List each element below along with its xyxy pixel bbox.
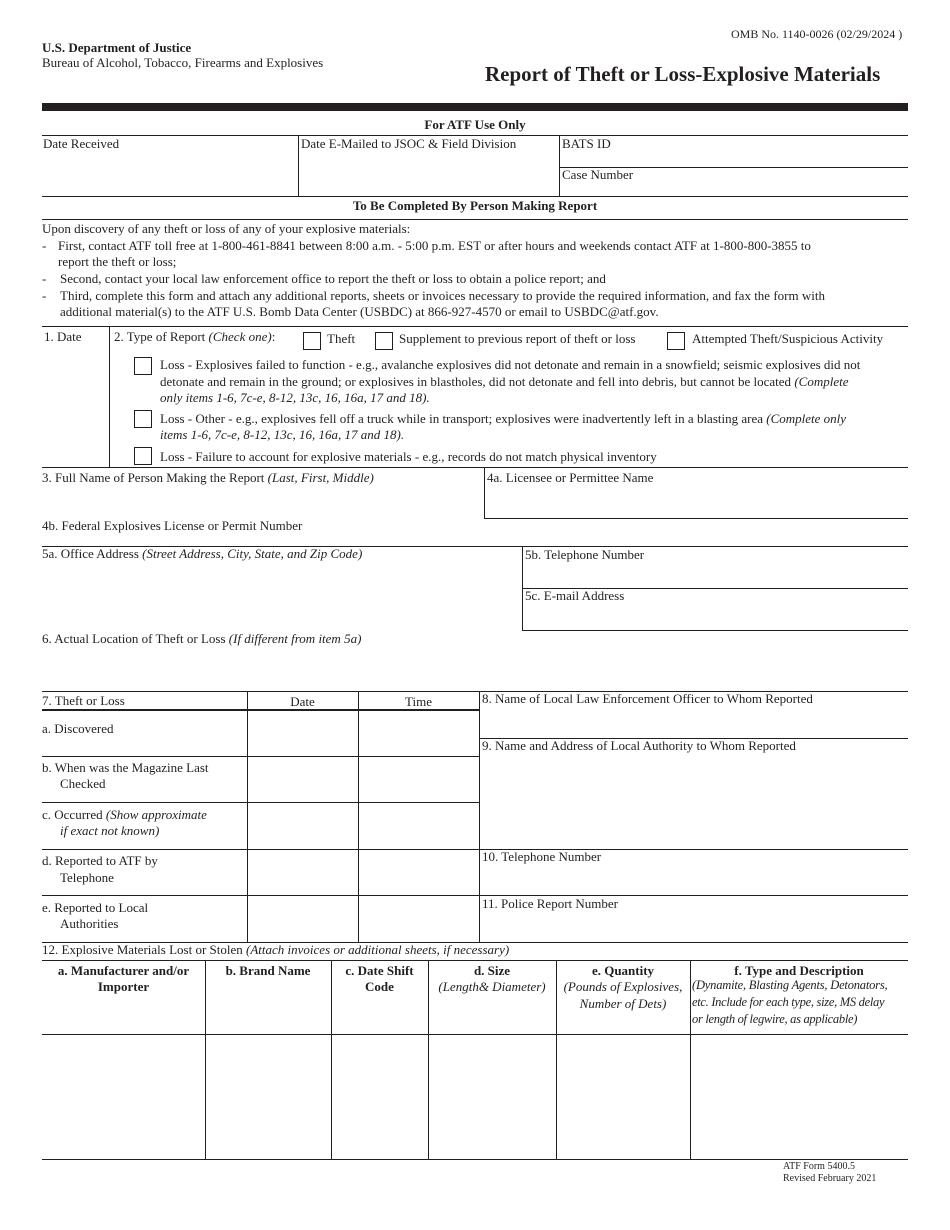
loss-account-checkbox[interactable] (134, 447, 152, 465)
loss-failed-checkbox[interactable] (134, 357, 152, 375)
item7e-label: Authorities (60, 916, 119, 931)
supplement-checkbox[interactable] (375, 332, 393, 350)
item7e-label: e. Reported to Local (42, 900, 149, 915)
bureau-name: Bureau of Alcohol, Tobacco, Firearms and Explosives (42, 55, 324, 70)
col-quantity-subheader: (Pounds of Explosives, (563, 979, 683, 994)
attempted-theft-option-label: Attempted Theft/Suspicious Activity (692, 331, 884, 346)
instruction-dash: - (42, 271, 47, 286)
col-size-subheader: (Length& Diameter) (438, 979, 546, 994)
col-type-subheader: (Dynamite, Blasting Agents, Detonators, (692, 978, 888, 992)
instruction-dash: - (42, 238, 47, 253)
loss-other-text: items 1-6, 7c-e, 8-12, 13c, 16, 16a, 17 and 18). (160, 427, 405, 442)
col-type-subheader: or length of legwire, as applicable) (692, 1012, 858, 1026)
item7d-label: Telephone (60, 870, 114, 885)
col-quantity-header: e. Quantity (591, 963, 655, 978)
form-title: Report of Theft or Loss-Explosive Materials (485, 62, 881, 86)
item4b-license-label: 4b. Federal Explosives License or Permit Number (42, 518, 303, 533)
item3-full-name-label: 3. Full Name of Person Making the Report (Last, First, Middle) (42, 470, 374, 485)
item7c-label: if exact not known) (60, 823, 160, 838)
item12-materials-label: 12. Explosive Materials Lost or Stolen (Attach invoices or additional sheets, if necessary) (42, 942, 510, 957)
col-quantity-subheader: Number of Dets) (579, 996, 667, 1011)
item10-telephone-label: 10. Telephone Number (482, 849, 602, 864)
omb-number: OMB No. 1140-0026 (02/29/2024 ) (731, 27, 903, 41)
header-rule (42, 103, 908, 111)
attempted-theft-checkbox[interactable] (667, 332, 685, 350)
item5b-telephone-label: 5b. Telephone Number (525, 547, 645, 562)
item7b-label: b. When was the Magazine Last (42, 760, 209, 775)
item7b-label: Checked (60, 776, 106, 791)
item7-time-header: Time (405, 694, 432, 709)
person-section-heading: To Be Completed By Person Making Report (352, 198, 598, 213)
loss-failed-text: only items 1-6, 7c-e, 8-12, 13c, 16, 16a, 17 and 18). (160, 390, 430, 405)
instruction-line: First, contact ATF toll free at 1-800-461-8841 between 8:00 a.m. - 5:00 p.m. EST or after hours and weekends contact ATF at 1-800-800-3855 to (58, 238, 811, 253)
col-date-shift-header: c. Date Shift (345, 963, 414, 978)
item2-label: 2. Type of Report (Check one): (114, 329, 276, 344)
department-name: U.S. Department of Justice (42, 40, 192, 55)
item8-officer-label: 8. Name of Local Law Enforcement Officer to Whom Reported (482, 691, 813, 706)
theft-option-label: Theft (327, 331, 356, 346)
instruction-dash: - (42, 288, 47, 303)
item7a-label: a. Discovered (42, 721, 114, 736)
item5c-email-label: 5c. E-mail Address (525, 588, 625, 603)
loss-other-text: Loss - Other - e.g., explosives fell off a truck while in transport; explosives were inadvertently left in a blasting area (Complete only (160, 411, 847, 426)
item4a-licensee-label: 4a. Licensee or Permittee Name (487, 470, 654, 485)
col-size-header: d. Size (473, 963, 511, 978)
loss-other-checkbox[interactable] (134, 410, 152, 428)
col-manufacturer-header: a. Manufacturer and/or (57, 963, 190, 978)
loss-failed-text: Loss - Explosives failed to function - e.g., avalanche explosives did not detonate and remain in a snowfield; seismic explosives did not (160, 357, 861, 372)
date-received-label: Date Received (43, 136, 120, 151)
item7d-label: d. Reported to ATF by (42, 853, 158, 868)
item7-date-header: Date (290, 694, 315, 709)
item6-location-label: 6. Actual Location of Theft or Loss (If different from item 5a) (42, 631, 362, 646)
date-emailed-label: Date E-Mailed to JSOC & Field Division (301, 136, 517, 151)
form-number: ATF Form 5400.5 (783, 1161, 855, 1172)
item11-police-report-label: 11. Police Report Number (482, 896, 618, 911)
item5a-address-label: 5a. Office Address (Street Address, City, State, and Zip Code) (42, 546, 363, 561)
supplement-option-label: Supplement to previous report of theft or loss (399, 331, 636, 346)
item1-date-label: 1. Date (44, 329, 82, 344)
instruction-line: report the theft or loss; (58, 254, 177, 269)
form-revision: Revised February 2021 (783, 1173, 877, 1184)
item7-theft-loss-label: 7. Theft or Loss (42, 693, 125, 708)
bats-id-label: BATS ID (562, 136, 611, 151)
col-type-subheader: etc. Include for each type, size, MS delay (692, 995, 885, 1009)
item9-authority-label: 9. Name and Address of Local Authority to Whom Reported (482, 738, 796, 753)
instruction-line: Third, complete this form and attach any additional reports, sheets or invoices necessary to provide the required information, and fax the form with (60, 288, 825, 303)
instruction-line: additional material(s) to the ATF U.S. Bomb Data Center (USBDC) at 866-927-4570 or email to USBDC@atf.gov. (60, 304, 659, 319)
instructions-intro: Upon discovery of any theft or loss of any of your explosive materials: (42, 221, 411, 236)
case-number-label: Case Number (562, 167, 634, 182)
loss-account-text: Loss - Failure to account for explosive materials - e.g., records do not match physical inventory (160, 449, 657, 464)
loss-failed-text: detonate and remain in the ground; or explosives in blastholes, did not detonate and fell into debris, but cannot be located (Complete (160, 374, 849, 389)
instruction-line: Second, contact your local law enforcement office to report the theft or loss to obtain a police report; and (60, 271, 606, 286)
col-brand-header: b. Brand Name (225, 963, 311, 978)
item7c-label: c. Occurred (Show approximate (42, 807, 207, 822)
col-type-header: f. Type and Description (734, 963, 864, 978)
theft-checkbox[interactable] (303, 332, 321, 350)
col-date-shift-header: Code (365, 979, 394, 994)
atf-use-heading: For ATF Use Only (424, 117, 526, 132)
col-manufacturer-header: Importer (97, 979, 150, 994)
